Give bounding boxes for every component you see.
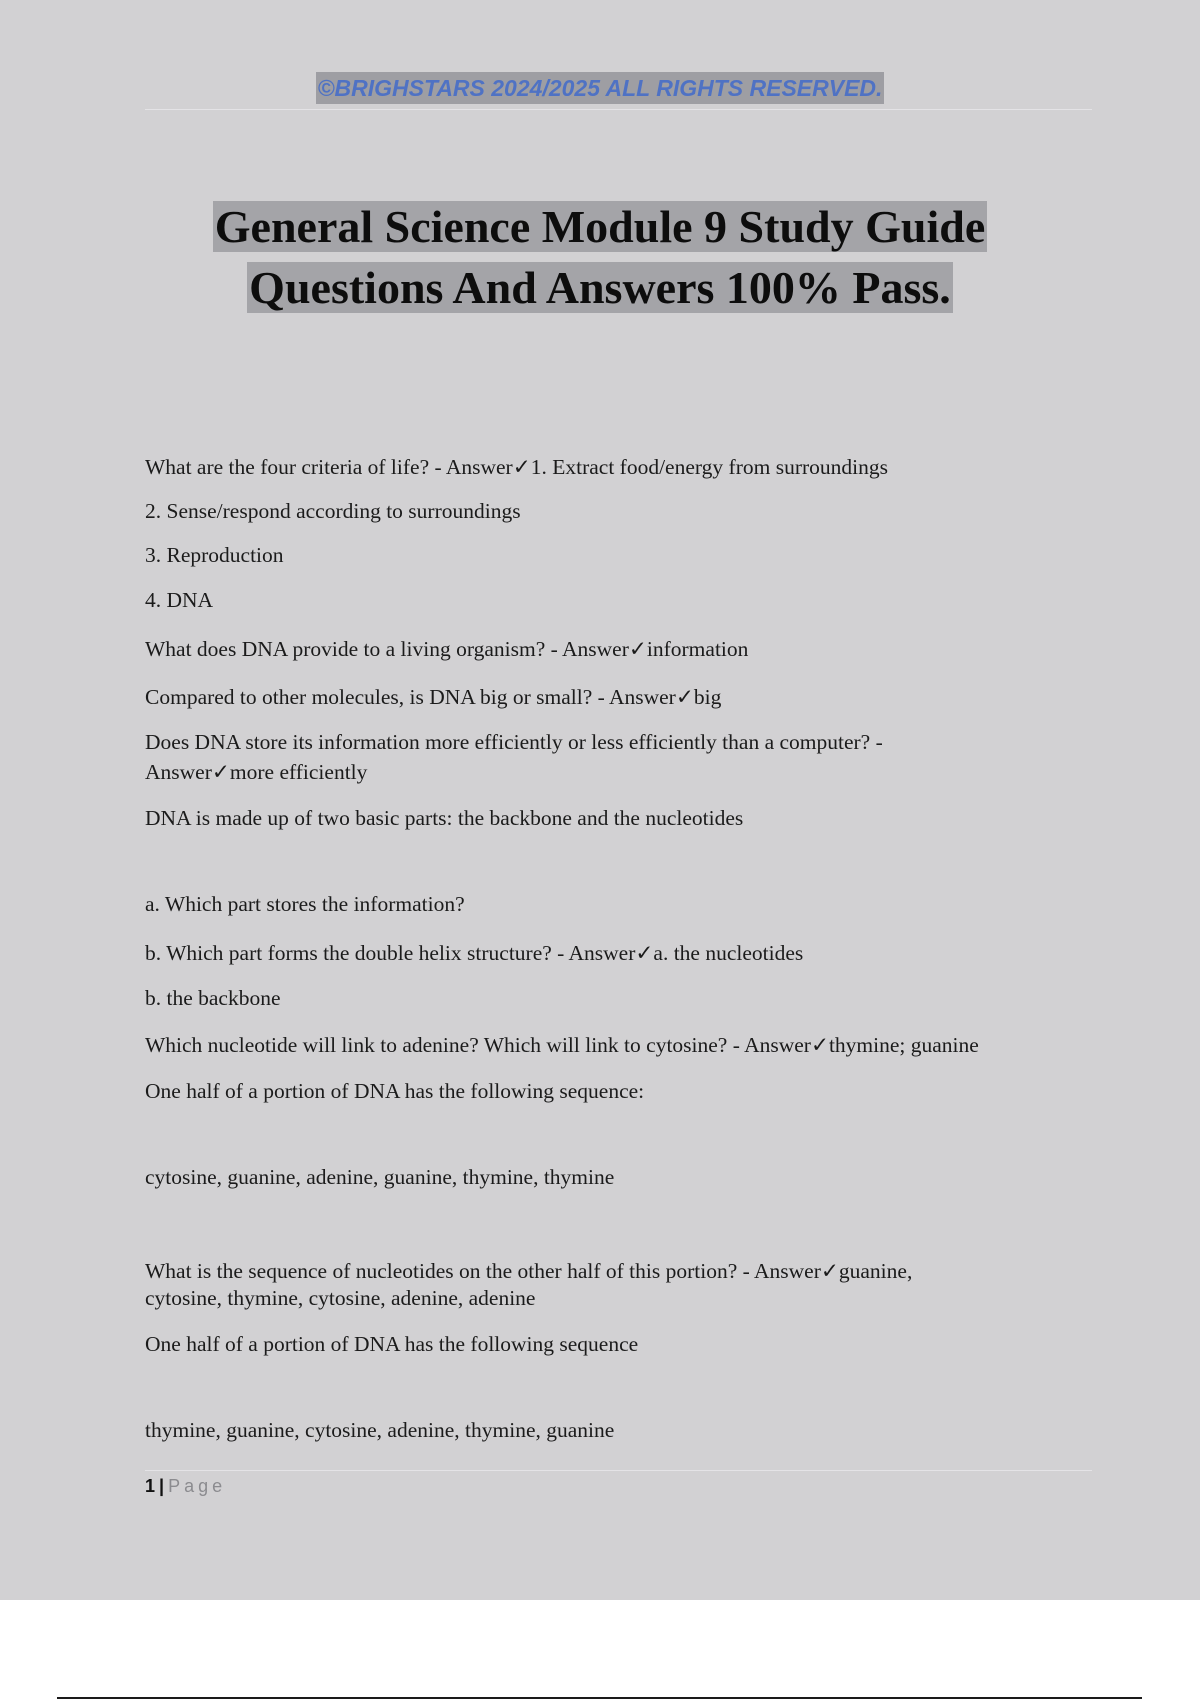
title-line-2: Questions And Answers 100% Pass. [249, 262, 951, 313]
body-line: Does DNA store its information more efficiently or less efficiently than a computer? - [145, 730, 883, 754]
page-number: 1 [145, 1476, 156, 1496]
body-line: DNA is made up of two basic parts: the backbone and the nucleotides [145, 806, 744, 830]
body-line: What does DNA provide to a living organism? - Answer✓information [145, 637, 749, 661]
body-line: Which nucleotide will link to adenine? Which will link to cytosine? - Answer✓thymine; guanine [145, 1033, 979, 1057]
body-line: cytosine, guanine, adenine, guanine, thymine, thymine [145, 1165, 615, 1189]
footer-divider [145, 1470, 1092, 1471]
body-line: What is the sequence of nucleotides on the other half of this portion? - Answer✓guanine, [145, 1259, 913, 1283]
body-line: Compared to other molecules, is DNA big or small? - Answer✓big [145, 685, 722, 709]
body-line: One half of a portion of DNA has the following sequence [145, 1332, 639, 1356]
body-line: b. Which part forms the double helix structure? - Answer✓a. the nucleotides [145, 941, 804, 965]
body-line: What are the four criteria of life? - Answer✓1. Extract food/energy from surroundings [145, 455, 888, 479]
page-label: Page [168, 1476, 227, 1496]
title-line-1: General Science Module 9 Study Guide [214, 201, 986, 252]
document-title [0, 196, 1200, 318]
body-line: 4. DNA [145, 588, 214, 612]
body-line: b. the backbone [145, 986, 281, 1010]
body-line: 2. Sense/respond according to surroundings [145, 499, 521, 523]
footer-separator: | [159, 1476, 165, 1496]
header [0, 72, 1200, 104]
body-line: Answer✓more efficiently [145, 760, 368, 784]
body-line: cytosine, thymine, cytosine, adenine, adenine [145, 1286, 536, 1310]
bottom-divider [57, 1697, 1142, 1699]
header-divider [145, 109, 1092, 110]
copyright-header: ©BRIGHSTARS 2024/2025 ALL RIGHTS RESERVED. [316, 72, 885, 104]
body-line: One half of a portion of DNA has the following sequence: [145, 1079, 645, 1103]
body-line: a. Which part stores the information? [145, 892, 465, 916]
body-line: 3. Reproduction [145, 543, 284, 567]
body-line: thymine, guanine, cytosine, adenine, thymine, guanine [145, 1418, 615, 1442]
page-footer [145, 1474, 226, 1498]
